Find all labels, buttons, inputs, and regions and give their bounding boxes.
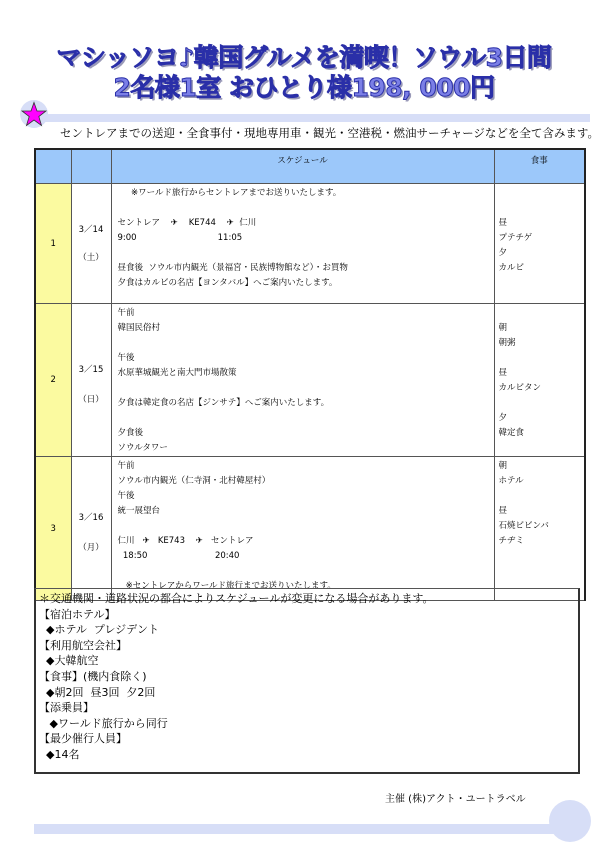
- decorative-circle: [549, 800, 591, 842]
- page-title-line1: マシッソヨ♪韓国グルメを満喫！ソウル3日間: [56, 43, 552, 72]
- page-title-price-line: 2名様1室 おひとり様198, 000円: [113, 73, 495, 102]
- schedule-cell: [111, 304, 494, 457]
- meal-line: 昼: [498, 368, 508, 378]
- notes-airline-value: ◆大韓航空: [39, 654, 99, 668]
- organizer-credit: 主催 (株)アクト・ユートラベル: [385, 794, 526, 805]
- meal-line: 朝: [498, 323, 508, 333]
- schedule-line: 9:00 11:05: [117, 233, 243, 243]
- notes-disclaimer: ＊交通機関・道路状況の都合によりスケジュールが変更になる場合があります。: [39, 592, 434, 605]
- meal-line: 昼: [498, 218, 508, 228]
- meal-line: チヂミ: [498, 536, 525, 546]
- meal-line: 夕: [498, 413, 508, 423]
- meal-line: 朝: [498, 461, 508, 471]
- date: 3／15: [78, 365, 104, 375]
- schedule-line: 夕食は韓定食の名店【ジンサテ】へご案内いたします。: [117, 398, 330, 408]
- meal-line: [499, 489, 585, 504]
- date-cell: [71, 304, 111, 457]
- schedule-line: 統一展望台: [117, 506, 161, 516]
- schedule-line: 夕食はカルビの名店【ヨンタバル】へご案内いたします。: [117, 278, 338, 288]
- date-cell: [71, 184, 111, 304]
- meal-line: [499, 396, 585, 411]
- schedule-line: 韓国民俗村: [117, 323, 161, 333]
- schedule-line: [118, 519, 494, 534]
- schedule-line: [118, 336, 494, 351]
- meal-line: 昼: [498, 506, 508, 516]
- day-number: 3: [35, 457, 71, 601]
- schedule-line: ※ワールド旅行からセントレアまでお送りいたします。: [117, 188, 342, 198]
- weekday: （土）: [78, 252, 104, 263]
- notes-meals-heading: 【食事】(機内食除く): [39, 669, 147, 683]
- notes-meals-value: ◆朝2回 昼3回 夕2回: [39, 685, 156, 699]
- schedule-line: セントレア ✈ KE744 ✈ 仁川: [117, 218, 257, 228]
- table-header-row: [35, 149, 585, 184]
- notes-escort-heading: 【添乗員】: [39, 701, 94, 715]
- header-date: [71, 149, 111, 184]
- table-row-day-2: [35, 304, 585, 457]
- date: 3／16: [78, 512, 104, 523]
- notes-hotel-heading: 【宿泊ホテル】: [39, 607, 116, 621]
- header-meals: 食事: [494, 149, 585, 184]
- schedule-cell: [111, 457, 494, 601]
- schedule-line: [118, 246, 494, 261]
- meals-cell: [494, 304, 585, 457]
- header-schedule: スケジュール: [111, 149, 494, 184]
- itinerary-table: [34, 148, 586, 601]
- decorative-band-top: [44, 114, 590, 122]
- decorative-band-bottom: [34, 824, 564, 834]
- day-number: 1: [35, 184, 71, 304]
- schedule-line: ソウル市内観光（仁寺洞・北村韓屋村）: [117, 476, 271, 486]
- schedule-line: 午前: [117, 461, 135, 471]
- notes-airline-heading: 【利用航空会社】: [39, 638, 127, 652]
- meal-line: カルビ: [498, 263, 525, 273]
- meal-line: [499, 351, 585, 366]
- schedule-line: ソウルタワー: [117, 443, 168, 453]
- day-number: 2: [35, 304, 71, 457]
- schedule-line: [118, 381, 494, 396]
- schedule-line: 仁川 ✈ KE743 ✈ セントレア: [117, 536, 254, 546]
- table-row-day-3: [35, 457, 585, 601]
- schedule-line: 午前: [117, 308, 135, 318]
- notes-min-participants-value: ◆14名: [39, 747, 80, 761]
- meals-cell: [494, 184, 585, 304]
- meal-line: ホテル: [498, 476, 524, 486]
- schedule-line: ※セントレアからワールド旅行までお送りいたします。: [117, 581, 336, 591]
- meal-line: [499, 201, 585, 216]
- notes-min-participants-heading: 【最少催行人員】: [39, 732, 127, 746]
- date-cell: [71, 457, 111, 601]
- meal-line: 石焼ビビンバ: [498, 521, 549, 531]
- meal-line: 韓定食: [498, 428, 525, 438]
- meal-line: 夕: [498, 248, 508, 258]
- schedule-line: 午後: [117, 353, 135, 363]
- tour-notes-box: [34, 588, 580, 774]
- weekday: （月）: [78, 542, 104, 553]
- schedule-line: 水原華城観光と南大門市場散策: [117, 368, 237, 378]
- header-day: [35, 149, 71, 184]
- inclusions-text: セントレアまでの送迎・全食事付・現地専用車・観光・空港税・燃油サーチャージなどを全て含みます。: [60, 126, 599, 140]
- meal-line: プテチゲ: [498, 233, 533, 243]
- meal-line: [499, 186, 585, 201]
- schedule-line: 昼食後 ソウル市内観光（景福宮・民族博物館など）・お買物: [117, 263, 348, 273]
- meals-cell: [494, 457, 585, 601]
- meal-line: [499, 306, 585, 321]
- notes-escort-value: ◆ワールド旅行から同行: [39, 716, 168, 730]
- schedule-line: [118, 201, 494, 216]
- schedule-line: 18:50 20:40: [117, 551, 240, 561]
- schedule-cell: [111, 184, 494, 304]
- weekday: （日）: [78, 395, 104, 405]
- schedule-line: 夕食後: [117, 428, 144, 438]
- date: 3／14: [78, 224, 104, 235]
- meal-line: カルビタン: [498, 383, 542, 393]
- schedule-line: 午後: [117, 491, 135, 501]
- table-row-day-1: [35, 184, 585, 304]
- schedule-line: [118, 411, 494, 426]
- meal-line: 朝粥: [498, 338, 516, 348]
- schedule-line: [118, 564, 494, 579]
- notes-hotel-value: ◆ホテル プレジデント: [39, 623, 159, 637]
